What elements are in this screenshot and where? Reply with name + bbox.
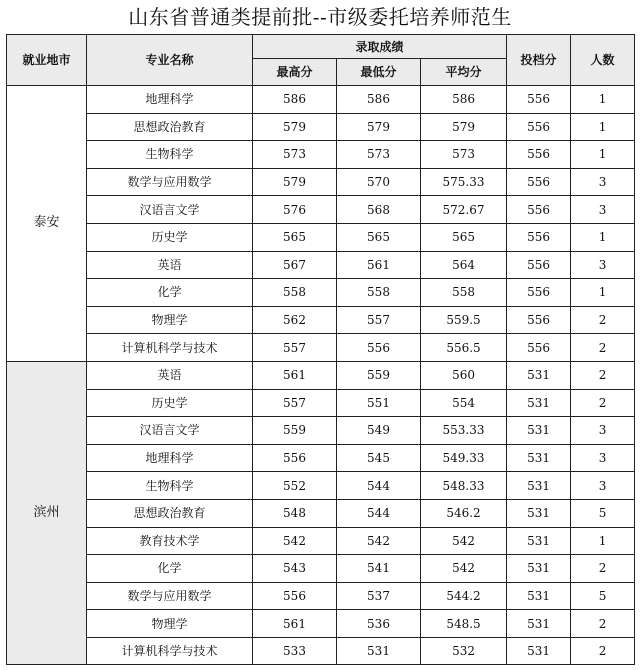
major-cell: 生物科学 <box>87 472 253 500</box>
min-score-cell: 561 <box>337 251 421 279</box>
table-row <box>7 86 635 114</box>
count-cell: 1 <box>571 113 635 141</box>
min-score-cell: 586 <box>337 86 421 114</box>
major-cell: 教育技术学 <box>87 527 253 555</box>
filing-score-cell: 531 <box>507 582 571 610</box>
header-max-score: 最高分 <box>253 59 337 86</box>
avg-score-cell: 553.33 <box>421 417 507 445</box>
count-cell: 2 <box>571 555 635 583</box>
max-score-cell: 556 <box>253 582 337 610</box>
count-cell: 5 <box>571 582 635 610</box>
avg-score-cell: 558 <box>421 279 507 307</box>
filing-score-cell: 556 <box>507 306 571 334</box>
major-cell: 生物科学 <box>87 141 253 169</box>
max-score-cell: 548 <box>253 499 337 527</box>
filing-score-cell: 531 <box>507 499 571 527</box>
avg-score-cell: 564 <box>421 251 507 279</box>
header-count: 人数 <box>571 35 635 86</box>
filing-score-cell: 556 <box>507 251 571 279</box>
min-score-cell: 537 <box>337 582 421 610</box>
count-cell: 3 <box>571 444 635 472</box>
avg-score-cell: 586 <box>421 86 507 114</box>
avg-score-cell: 554 <box>421 389 507 417</box>
max-score-cell: 557 <box>253 389 337 417</box>
count-cell: 2 <box>571 361 635 389</box>
table-row <box>7 113 635 141</box>
filing-score-cell: 531 <box>507 361 571 389</box>
header-filing-score: 投档分 <box>507 35 571 86</box>
count-cell: 1 <box>571 86 635 114</box>
max-score-cell: 579 <box>253 113 337 141</box>
avg-score-cell: 548.33 <box>421 472 507 500</box>
table-row <box>7 610 635 638</box>
table-row <box>7 499 635 527</box>
group-taian <box>7 86 635 362</box>
admission-table <box>6 34 635 665</box>
min-score-cell: 544 <box>337 499 421 527</box>
major-cell: 计算机科学与技术 <box>87 637 253 665</box>
max-score-cell: 579 <box>253 168 337 196</box>
avg-score-cell: 548.5 <box>421 610 507 638</box>
table-row <box>7 141 635 169</box>
count-cell: 3 <box>571 168 635 196</box>
min-score-cell: 556 <box>337 334 421 362</box>
avg-score-cell: 549.33 <box>421 444 507 472</box>
header-city: 就业地市 <box>7 35 87 86</box>
filing-score-cell: 531 <box>507 527 571 555</box>
max-score-cell: 552 <box>253 472 337 500</box>
count-cell: 1 <box>571 527 635 555</box>
avg-score-cell: 572.67 <box>421 196 507 224</box>
avg-score-cell: 544.2 <box>421 582 507 610</box>
min-score-cell: 579 <box>337 113 421 141</box>
max-score-cell: 565 <box>253 223 337 251</box>
table-row <box>7 527 635 555</box>
page-title: 山东省普通类提前批--市级委托培养师范生 <box>128 5 512 29</box>
filing-score-cell: 556 <box>507 223 571 251</box>
max-score-cell: 556 <box>253 444 337 472</box>
min-score-cell: 549 <box>337 417 421 445</box>
avg-score-cell: 542 <box>421 527 507 555</box>
table-row <box>7 361 635 389</box>
table-row <box>7 223 635 251</box>
table-row <box>7 251 635 279</box>
max-score-cell: 561 <box>253 610 337 638</box>
min-score-cell: 541 <box>337 555 421 583</box>
table-row <box>7 334 635 362</box>
table-row <box>7 389 635 417</box>
major-cell: 数学与应用数学 <box>87 168 253 196</box>
max-score-cell: 561 <box>253 361 337 389</box>
avg-score-cell: 579 <box>421 113 507 141</box>
max-score-cell: 542 <box>253 527 337 555</box>
max-score-cell: 533 <box>253 637 337 665</box>
major-cell: 地理科学 <box>87 444 253 472</box>
major-cell: 地理科学 <box>87 86 253 114</box>
min-score-cell: 542 <box>337 527 421 555</box>
table-row <box>7 555 635 583</box>
city-cell: 泰安 <box>7 86 87 362</box>
min-score-cell: 536 <box>337 610 421 638</box>
min-score-cell: 570 <box>337 168 421 196</box>
filing-score-cell: 556 <box>507 113 571 141</box>
count-cell: 3 <box>571 251 635 279</box>
table-row <box>7 196 635 224</box>
filing-score-cell: 531 <box>507 472 571 500</box>
filing-score-cell: 531 <box>507 444 571 472</box>
max-score-cell: 559 <box>253 417 337 445</box>
header-min-score: 最低分 <box>337 59 421 86</box>
min-score-cell: 573 <box>337 141 421 169</box>
min-score-cell: 544 <box>337 472 421 500</box>
count-cell: 5 <box>571 499 635 527</box>
major-cell: 计算机科学与技术 <box>87 334 253 362</box>
max-score-cell: 567 <box>253 251 337 279</box>
avg-score-cell: 573 <box>421 141 507 169</box>
major-cell: 思想政治教育 <box>87 113 253 141</box>
count-cell: 1 <box>571 141 635 169</box>
header-major: 专业名称 <box>87 35 253 86</box>
major-cell: 物理学 <box>87 306 253 334</box>
group-binzhou <box>7 361 635 665</box>
filing-score-cell: 556 <box>507 196 571 224</box>
filing-score-cell: 531 <box>507 637 571 665</box>
count-cell: 1 <box>571 223 635 251</box>
max-score-cell: 557 <box>253 334 337 362</box>
avg-score-cell: 575.33 <box>421 168 507 196</box>
major-cell: 汉语言文学 <box>87 196 253 224</box>
filing-score-cell: 556 <box>507 334 571 362</box>
major-cell: 思想政治教育 <box>87 499 253 527</box>
avg-score-cell: 565 <box>421 223 507 251</box>
count-cell: 2 <box>571 389 635 417</box>
filing-score-cell: 556 <box>507 279 571 307</box>
max-score-cell: 562 <box>253 306 337 334</box>
major-cell: 物理学 <box>87 610 253 638</box>
count-cell: 2 <box>571 306 635 334</box>
table-row <box>7 444 635 472</box>
max-score-cell: 558 <box>253 279 337 307</box>
table-row <box>7 637 635 665</box>
city-cell: 滨州 <box>7 361 87 665</box>
table-row <box>7 279 635 307</box>
filing-score-cell: 531 <box>507 555 571 583</box>
count-cell: 3 <box>571 196 635 224</box>
header-avg-score: 平均分 <box>421 59 507 86</box>
avg-score-cell: 542 <box>421 555 507 583</box>
avg-score-cell: 556.5 <box>421 334 507 362</box>
table-header <box>7 35 635 86</box>
max-score-cell: 573 <box>253 141 337 169</box>
max-score-cell: 586 <box>253 86 337 114</box>
major-cell: 数学与应用数学 <box>87 582 253 610</box>
count-cell: 1 <box>571 279 635 307</box>
filing-score-cell: 531 <box>507 389 571 417</box>
min-score-cell: 551 <box>337 389 421 417</box>
major-cell: 历史学 <box>87 223 253 251</box>
max-score-cell: 576 <box>253 196 337 224</box>
table-row <box>7 582 635 610</box>
min-score-cell: 531 <box>337 637 421 665</box>
major-cell: 英语 <box>87 361 253 389</box>
count-cell: 3 <box>571 417 635 445</box>
count-cell: 3 <box>571 472 635 500</box>
filing-score-cell: 556 <box>507 141 571 169</box>
filing-score-cell: 531 <box>507 417 571 445</box>
major-cell: 化学 <box>87 555 253 583</box>
min-score-cell: 559 <box>337 361 421 389</box>
min-score-cell: 557 <box>337 306 421 334</box>
avg-score-cell: 532 <box>421 637 507 665</box>
major-cell: 英语 <box>87 251 253 279</box>
major-cell: 汉语言文学 <box>87 417 253 445</box>
avg-score-cell: 546.2 <box>421 499 507 527</box>
count-cell: 2 <box>571 334 635 362</box>
table-row <box>7 168 635 196</box>
count-cell: 2 <box>571 610 635 638</box>
header-admission-scores: 录取成绩 <box>253 35 507 59</box>
min-score-cell: 545 <box>337 444 421 472</box>
min-score-cell: 565 <box>337 223 421 251</box>
avg-score-cell: 559.5 <box>421 306 507 334</box>
table-row <box>7 417 635 445</box>
avg-score-cell: 560 <box>421 361 507 389</box>
min-score-cell: 568 <box>337 196 421 224</box>
count-cell: 2 <box>571 637 635 665</box>
filing-score-cell: 556 <box>507 168 571 196</box>
min-score-cell: 558 <box>337 279 421 307</box>
filing-score-cell: 531 <box>507 610 571 638</box>
max-score-cell: 543 <box>253 555 337 583</box>
table-row <box>7 306 635 334</box>
major-cell: 历史学 <box>87 389 253 417</box>
major-cell: 化学 <box>87 279 253 307</box>
filing-score-cell: 556 <box>507 86 571 114</box>
table-row <box>7 472 635 500</box>
